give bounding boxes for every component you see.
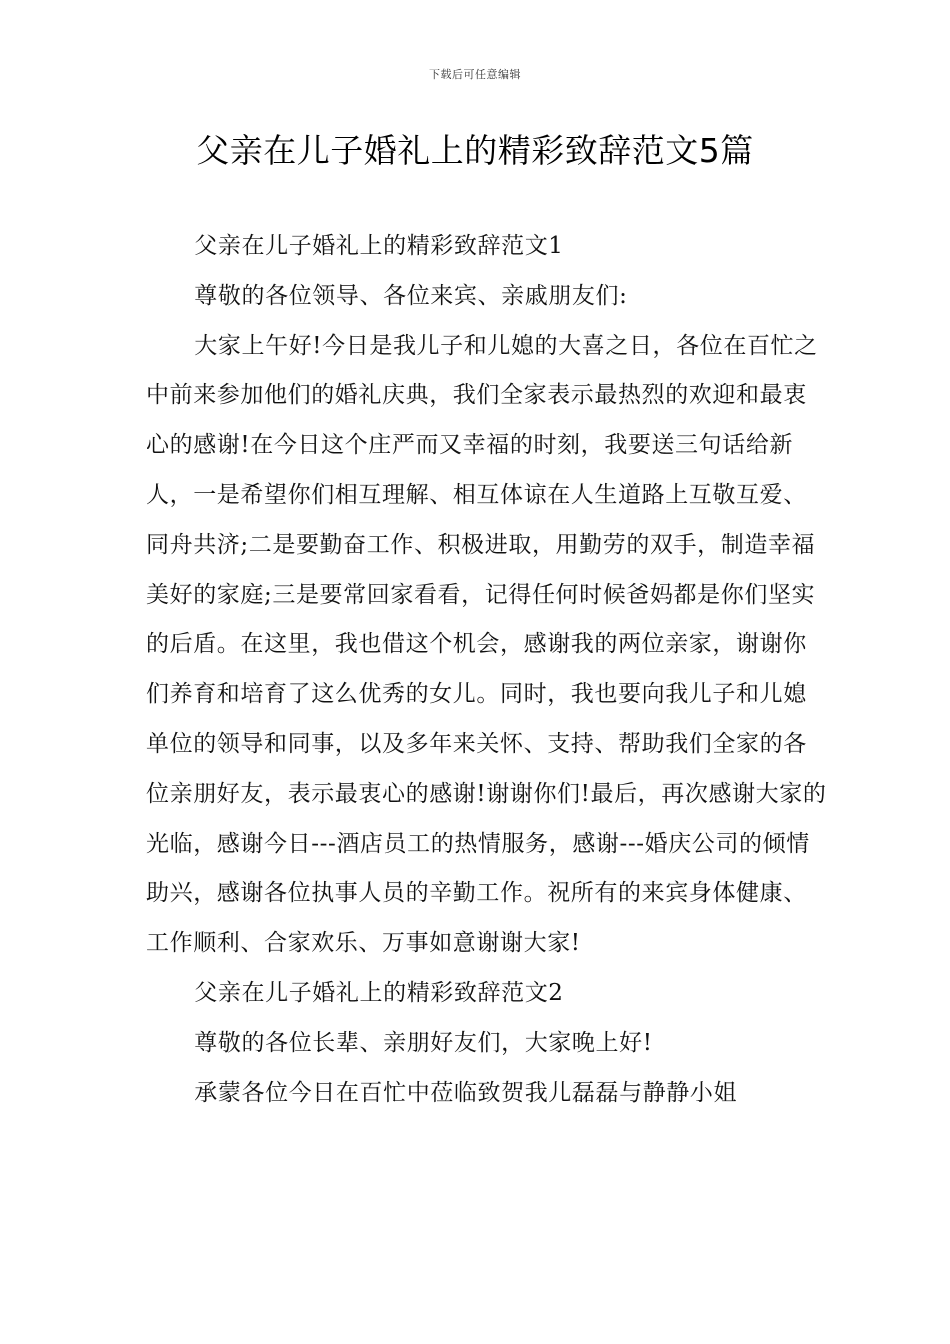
section-heading-1: 父亲在儿子婚礼上的精彩致辞范文1 xyxy=(194,233,564,259)
header-note: 下载后可任意编辑 xyxy=(429,68,521,81)
salutation-1: 尊敬的各位领导、各位来宾、亲戚朋友们: xyxy=(194,282,628,309)
salutation-2: 尊敬的各位长辈、亲朋好友们，大家晚上好! xyxy=(194,1029,653,1056)
speech-body-2: 承蒙各位今日在百忙中莅临致贺我儿磊磊与静静小姐 xyxy=(194,1079,738,1106)
speech-body-1: 大家上午好!今日是我儿子和儿媳的大喜之日，各位在百忙之中前来参加他们的婚礼庆典，我们全家表示最热烈的欢迎和最衷心的感谢!在今日这个庄严而又幸福的时刻，我要送三句话给新人，一是希望你们相互理解、相互体谅在人生道路上互敬互爱、同舟共济;二是要勤奋工作、积极进取，用勤劳的双手，制造幸福美好的家庭;三是要常回家看看，记得任何时候爸妈都是你们坚实的后盾。在这里，我也借这个机会，感谢我的两位亲家，谢谢你们养育和培育了这么优秀的女儿。同时，我也要向我儿子和儿媳单位的领导和同事，以及多年来关怀、支持、帮助我们全家的各位亲朋好友，表示最衷心的感谢!谢谢你们!最后，再次感谢大家的光临，感谢今日---酒店员工的热情服务，感谢---婚庆公司的倾情助兴，感谢各位执事人员的辛勤工作。祝所有的来宾身体健康、工作顺利、合家欢乐、万事如意谢谢大家! xyxy=(146,332,827,957)
document-body xyxy=(146,222,828,1118)
document-title: 父亲在儿子婚礼上的精彩致辞范文5篇 xyxy=(196,131,754,170)
section-heading-2: 父亲在儿子婚礼上的精彩致辞范文2 xyxy=(194,979,564,1006)
